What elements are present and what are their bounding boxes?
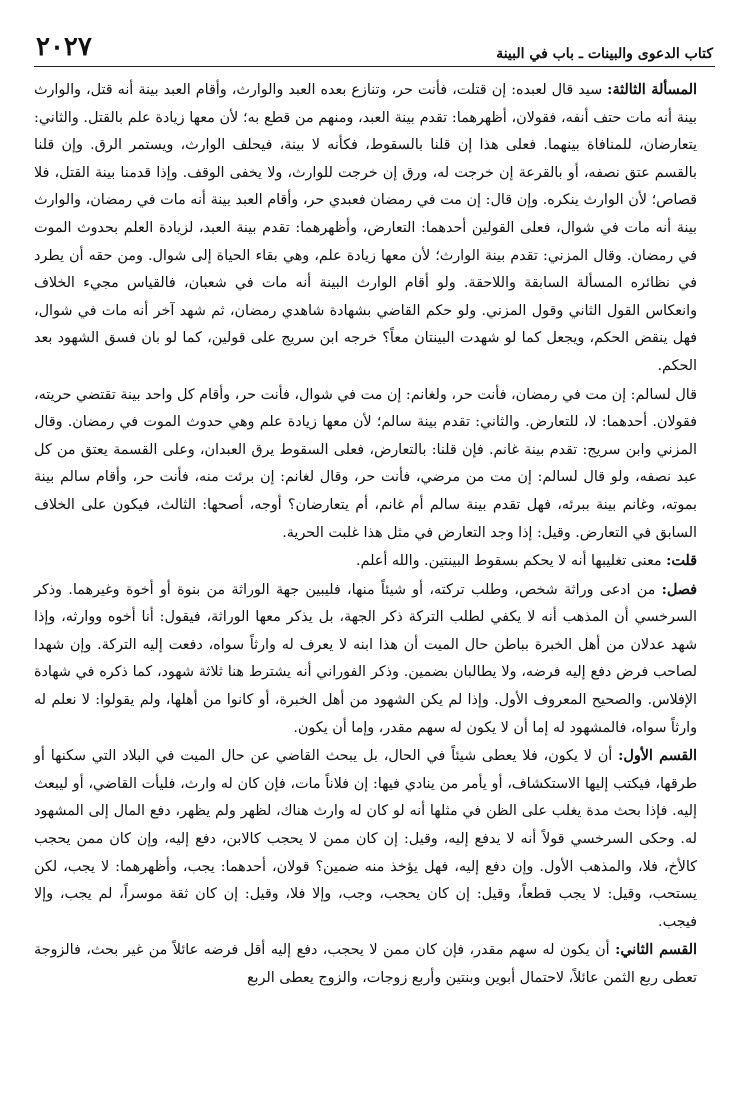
paragraph-salim-ghanim xyxy=(34,382,715,548)
paragraph-text: قال لسالم: إن مت في رمضان، فأنت حر، ولغانم: إن مت في شوال، فأنت حر، وأقام كل واحد بينة تقتضي حريته، فقولان. أحدهما: لا، للتعارض. والثاني: تقدم بينة سالم؛ لأن معها زيادة علم وهي حدوث الموت في رمضان. وقال المزني وابن سريج: تقدم بينة غانم. فإن قلنا: بالتعارض، فعلى السقوط يرق العبدان، وعلى القسمة يعتق من كل عبد نصفه، ولو قال لسالم: إن مت من مرضي، فأنت حر، وقال لغانم: إن برئت منه، فأنت حر، وأقام سالم بينة بموته، وغانم بينة ببرئه، فهل تقدم بينة سالم أم غانم، أم يتعارضان؟ أوجه، أصحها: الثالث، فيكون على الخلاف السابق في التعارض. وقيل: إذا وجد التعارض في مثل هذا غلبت الحرية. xyxy=(34,386,697,541)
page-header xyxy=(34,30,715,67)
paragraph-text: أن يكون له سهم مقدر، فإن كان ممن لا يحجب، دفع إليه أقل فرضه عائلاً من غير بحث، فالزوجة تعطى ربع الثمن عائلاً، لاحتمال أبوين وبنتين وأربع زوجات، والزوج يعطى الربع xyxy=(34,942,697,986)
paragraph-label: فصل: xyxy=(661,581,697,598)
page-number: ٢٠٢٧ xyxy=(36,32,92,61)
paragraph-text: سيد قال لعبده: إن قتلت، فأنت حر، وتنازع بعده العبد والوارث، وأقام العبد بينة أنه قتل، والوارث بينة أنه مات حتف أنفه، فقولان، أظهرهما: تقدم بينة العبد، ومنهم من قطع به؛ لأن معها زيادة علم بالقتل. والثاني: يتعارضان، للمنافاة بينهما. فعلى هذا إن قلنا بالسقوط، فكأنه لا بينة، فيحلف الوارث، ويستمر الرق. وإن قلنا بالقسم عتق نصفه، أو بالقرعة إن خرجت له، ورق إن خرجت للوارث، ولا يخفى الوقف. وإذا قدمنا بينة القتل، فلا قصاص؛ لأن الوارث ينكره. وإن قال: إن مت في رمضان فعبدي حر، وأقام العبد بينة أنه مات في رمضان، والوارث بينة أنه مات في شوال، فعلى القولين أحدهما: التعارض، وأظهرهما: تقدم بينة العبد، لزيادة العلم بحدوث الموت في رمضان. وقال المزني: تقدم بينة الوارث؛ لأن معها زيادة علم، وهي بقاء الحياة إلى شوال. ومن حقه أن يطرد في نظائره المسألة السابقة واللاحقة. ولو أقام الوارث البينة أنه مات في شعبان، فالقياس مجيء الخلاف وانعكاس القول الثاني وقول المزني. ولو حكم القاضي بشهادة شاهدي رمضان، ثم شهد آخر أنه مات في شوال، فهل ينقض الحكم، ويجعل كما لو شهدت البينتان معاً؟ خرجه ابن سريج على قولين، كما لو بان فسق الشهود بعد الحكم. xyxy=(34,82,697,374)
paragraph-text: معنى تغليبها أنه لا يحكم بسقوط البينتين. والله أعلم. xyxy=(356,553,662,570)
paragraph-qism-2 xyxy=(34,937,715,992)
paragraph-qultu xyxy=(34,548,715,576)
paragraph-label: القسم الأول: xyxy=(618,748,697,765)
paragraph-masala-3 xyxy=(34,77,715,381)
paragraph-qism-1 xyxy=(34,743,715,936)
paragraph-label: المسألة الثالثة: xyxy=(607,82,697,98)
paragraph-label: قلت: xyxy=(666,553,697,570)
paragraph-fasl xyxy=(34,577,715,743)
paragraph-label: القسم الثاني: xyxy=(615,942,697,959)
running-title: كتاب الدعوى والبينات ـ باب في البينة xyxy=(496,46,713,62)
paragraph-text: أن لا يكون، فلا يعطى شيئاً في الحال، بل يبحث القاضي عن حال الميت في البلاد التي سكنها أو طرقها، فيكتب إليها الاستكشاف، أو يأمر من ينادي فيها: إن فلاناً مات، فإن كان له وارث، فليأت القاضي، أو ليبعث إليه. فإذا بحث مدة يغلب على الظن في مثلها أنه لو كان له وارث هناك، لظهر ولم يظهر، دفع المال إلى المشهود له. وحكى السرخسي قولاً أنه لا يدفع إليه، وقيل: إن كان ممن لا يحجب كالابن، دفع إليه، وإن كان ممن يحجب كالأخ، فلا، والمذهب الأول. وإن دفع إليه، فهل يؤخذ منه ضمين؟ قولان، أحدهما: يجب، وأظهرهما: لا يجب، لكن يستحب، وقيل: لا يجب قطعاً، وقيل: إن كان يحجب، وجب، وإلا فلا، وقيل: إن كان ثقة موسراً، لم يجب، وإلا فيجب. xyxy=(34,748,697,930)
page-body xyxy=(34,77,715,993)
paragraph-text: من ادعى وراثة شخص، وطلب تركته، أو شيئاً منها، فليبين جهة الوراثة من بنوة أو أخوة وغيرهما. وذكر السرخسي أن المذهب أنه لا يكفي لطلب التركة ذكر الجهة، بل يذكر معها الوراثة، فيقول: أنا أخوه ووارثه، وإذا شهد عدلان من أهل الخبرة بباطن حال الميت أن هذا ابنه لا يعرف له وارثاً سواه، دفعت إليه التركة. وإن شهدا لصاحب فرض دفع إليه فرضه، ولا يطالبان بضمين. وذكر الفوراني أنه يشترط هنا ثلاثة شهود، كما ذكره في شهادة الإفلاس. والصحيح المعروف الأول. وإذا لم يكن الشهود من أهل الخبرة، أو كانوا من أهلها، ولم يقولوا: لا نعلم له وارثاً سواه، فالمشهود له إما أن لا يكون له سهم مقدر، وإما أن يكون. xyxy=(34,581,697,736)
